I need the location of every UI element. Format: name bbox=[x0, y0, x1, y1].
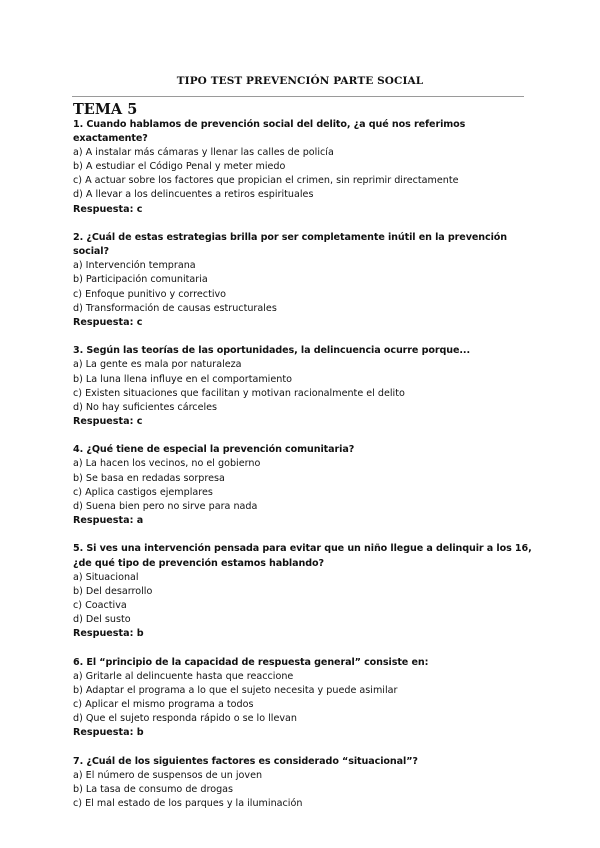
answer-option: a) A instalar más cámaras y llenar las calles de policía bbox=[73, 147, 334, 159]
question-block bbox=[73, 755, 533, 811]
answer-option: b) La luna llena influye en el comportamiento bbox=[73, 373, 292, 385]
answer-option: c) Aplica castigos ejemplares bbox=[73, 486, 213, 498]
answer-option: c) Enfoque punitivo y correctivo bbox=[73, 288, 227, 300]
answer-option: b) A estudiar el Código Penal y meter miedo bbox=[73, 161, 286, 173]
question-text: 2. ¿Cuál de estas estrategias brilla por ser completamente inútil en la prevención social? bbox=[73, 232, 508, 258]
question-text: 5. Si ves una intervención pensada para evitar que un niño llegue a delinquir a los 16, ¿de qué tipo de prevención estamos hablando? bbox=[73, 543, 532, 569]
answer-option: a) Gritarle al delincuente hasta que reaccione bbox=[73, 670, 294, 682]
answer-option: a) El número de suspensos de un joven bbox=[73, 769, 263, 781]
answer-option: c) Aplicar el mismo programa a todos bbox=[73, 698, 254, 710]
answer-option: d) Suena bien pero no sirve para nada bbox=[73, 500, 258, 512]
answer-option: d) Del susto bbox=[73, 613, 131, 625]
answer-option: b) Adaptar el programa a lo que el sujeto necesita y puede asimilar bbox=[73, 684, 398, 696]
question-text: 3. Según las teorías de las oportunidades, la delincuencia ocurre porque... bbox=[73, 345, 471, 357]
answer-option: c) Coactiva bbox=[73, 599, 127, 611]
question-block bbox=[73, 542, 533, 641]
answer-option: a) Intervención temprana bbox=[73, 260, 196, 272]
answer-key: Respuesta: a bbox=[73, 514, 144, 526]
answer-option: d) Transformación de causas estructurales bbox=[73, 302, 277, 314]
answer-option: b) La tasa de consumo de drogas bbox=[73, 783, 234, 795]
answer-option: c) A actuar sobre los factores que propician el crimen, sin reprimir directamente bbox=[73, 175, 459, 187]
question-text: 7. ¿Cuál de los siguientes factores es considerado “situacional”? bbox=[73, 755, 418, 767]
answer-option: d) A llevar a los delincuentes a retiros espirituales bbox=[73, 189, 314, 201]
header-divider bbox=[72, 96, 524, 97]
answer-option: b) Del desarrollo bbox=[73, 585, 153, 597]
answer-option: d) Que el sujeto responda rápido o se lo llevan bbox=[73, 712, 298, 724]
answer-key: Respuesta: c bbox=[73, 415, 143, 427]
answer-key: Respuesta: c bbox=[73, 316, 143, 328]
answer-key: Respuesta: b bbox=[73, 727, 144, 739]
answer-key: Respuesta: c bbox=[73, 203, 143, 215]
question-block bbox=[73, 443, 533, 528]
answer-option: d) No hay suficientes cárceles bbox=[73, 401, 218, 413]
document-header-title: TIPO TEST PREVENCIÓN PARTE SOCIAL bbox=[176, 75, 424, 87]
question-text: 6. El “principio de la capacidad de respuesta general” consiste en: bbox=[73, 656, 429, 668]
answer-option: a) Situacional bbox=[73, 571, 139, 583]
answer-option: b) Participación comunitaria bbox=[73, 274, 208, 286]
question-text: 1. Cuando hablamos de prevención social del delito, ¿a qué nos referimos exactamente? bbox=[73, 119, 466, 145]
question-block bbox=[73, 656, 533, 741]
answer-option: a) La hacen los vecinos, no el gobierno bbox=[73, 458, 261, 470]
question-block bbox=[73, 344, 533, 429]
question-block bbox=[73, 118, 533, 217]
question-text: 4. ¿Qué tiene de especial la prevención comunitaria? bbox=[73, 444, 355, 456]
answer-option: b) Se basa en redadas sorpresa bbox=[73, 472, 225, 484]
question-block bbox=[73, 231, 533, 330]
question-list bbox=[73, 118, 533, 826]
answer-option: a) La gente es mala por naturaleza bbox=[73, 359, 242, 371]
answer-option: c) El mal estado de los parques y la iluminación bbox=[73, 797, 303, 809]
answer-key: Respuesta: b bbox=[73, 628, 144, 639]
section-title: TEMA 5 bbox=[73, 101, 138, 118]
answer-option: c) Existen situaciones que facilitan y motivan racionalmente el delito bbox=[73, 387, 405, 399]
